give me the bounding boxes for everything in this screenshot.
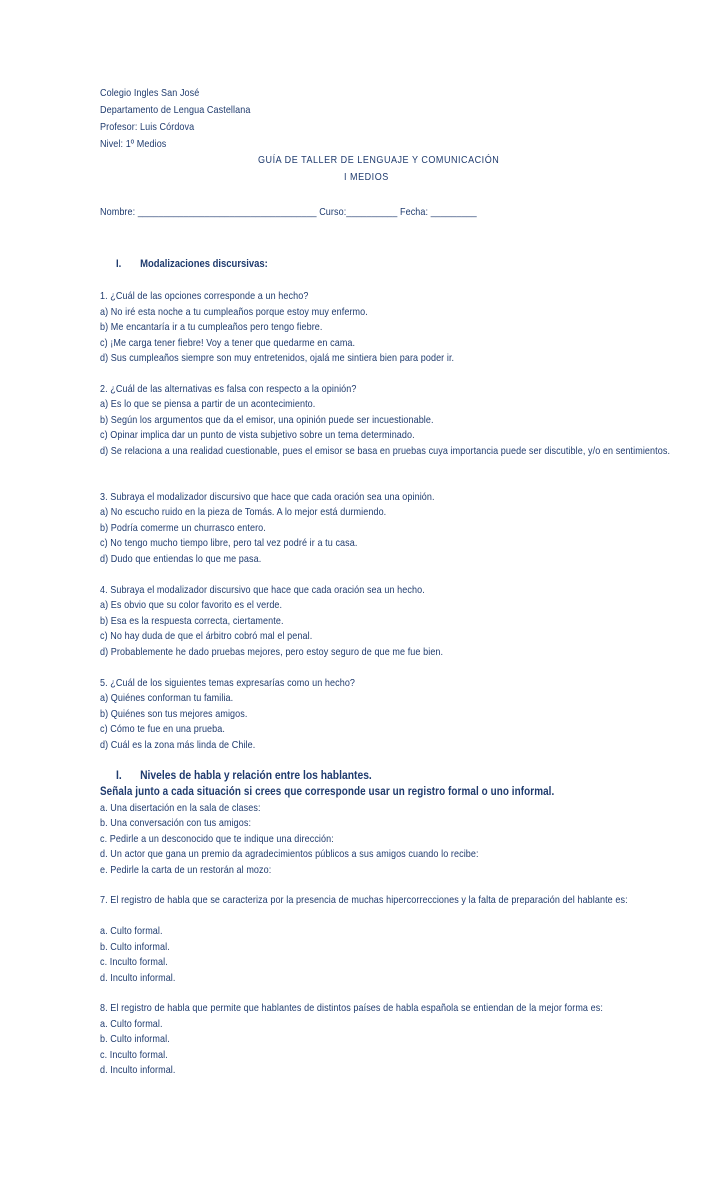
school-name: Colegio Ingles San José: [100, 87, 200, 99]
question-1-option-b: b) Me encantaría ir a tu cumpleaños pero tengo fiebre.: [100, 321, 323, 333]
document-subtitle: I MEDIOS: [344, 171, 389, 183]
question-4-prompt: 4. Subraya el modalizador discursivo que hace que cada oración sea un hecho.: [100, 584, 425, 596]
section2-title: Niveles de habla y relación entre los hablantes.: [140, 768, 372, 782]
question-3-option-a: a) No escucho ruido en la pieza de Tomás. A lo mejor está durmiendo.: [100, 506, 387, 518]
question-3-option-b: b) Podría comerme un churrasco entero.: [100, 522, 266, 534]
question-7-option-b: b. Culto informal.: [100, 941, 170, 953]
question-8-option-c: c. Inculto formal.: [100, 1049, 168, 1061]
question-3-option-c: c) No tengo mucho tiempo libre, pero tal vez podré ir a tu casa.: [100, 537, 358, 549]
teacher-name: Profesor: Luis Córdova: [100, 121, 195, 133]
question-1-option-d: d) Sus cumpleaños siempre son muy entretenidos, ojalá me sintiera bien para poder ir.: [100, 352, 455, 364]
question-8-option-d: d. Inculto informal.: [100, 1064, 176, 1076]
question-7-option-d: d. Inculto informal.: [100, 972, 176, 984]
situation-c: c. Pedirle a un desconocido que te indique una dirección:: [100, 833, 334, 845]
question-4-option-c: c) No hay duda de que el árbitro cobró mal el penal.: [100, 630, 313, 642]
question-2-option-d: d) Se relaciona a una realidad cuestionable, pues el emisor se basa en pruebas cuya importancia puede ser discutible, y/o en sentimientos.: [100, 445, 671, 457]
question-8-prompt: 8. El registro de habla que permite que hablantes de distintos países de habla española se entiendan de la mejor forma es:: [100, 1002, 603, 1014]
question-1-option-c: c) ¡Me carga tener fiebre! Voy a tener que quedarme en cama.: [100, 337, 356, 349]
question-8-option-b: b. Culto informal.: [100, 1033, 170, 1045]
department-name: Departamento de Lengua Castellana: [100, 104, 251, 116]
question-4-option-a: a) Es obvio que su color favorito es el verde.: [100, 599, 283, 611]
question-7-prompt: 7. El registro de habla que se caracteriza por la presencia de muchas hipercorrecciones y la falta de preparación del hablante es:: [100, 894, 628, 906]
section1-number: I.: [116, 258, 122, 270]
question-4-option-d: d) Probablemente he dado pruebas mejores, pero estoy seguro de que me fue bien.: [100, 646, 444, 658]
section2-number: I.: [116, 768, 122, 782]
question-7-option-c: c. Inculto formal.: [100, 956, 168, 968]
student-fields-line: Nombre: ___________________________________ Curso:__________ Fecha: _________: [100, 206, 477, 218]
question-3-prompt: 3. Subraya el modalizador discursivo que hace que cada oración sea una opinión.: [100, 491, 435, 503]
course-level: Nivel: 1º Medios: [100, 138, 167, 150]
question-2-prompt: 2. ¿Cuál de las alternativas es falsa con respecto a la opinión?: [100, 383, 357, 395]
question-1-prompt: 1. ¿Cuál de las opciones corresponde a un hecho?: [100, 290, 309, 302]
question-2-option-b: b) Según los argumentos que da el emisor, una opinión puede ser incuestionable.: [100, 414, 434, 426]
situation-b: b. Una conversación con tus amigos:: [100, 817, 252, 829]
question-5-option-d: d) Cuál es la zona más linda de Chile.: [100, 739, 256, 751]
question-2-option-a: a) Es lo que se piensa a partir de un acontecimiento.: [100, 398, 316, 410]
question-7-option-a: a. Culto formal.: [100, 925, 163, 937]
question-5-option-b: b) Quiénes son tus mejores amigos.: [100, 708, 248, 720]
situation-a: a. Una disertación en la sala de clases:: [100, 802, 261, 814]
question-8-option-a: a. Culto formal.: [100, 1018, 163, 1030]
question-1-option-a: a) No iré esta noche a tu cumpleaños porque estoy muy enfermo.: [100, 306, 368, 318]
question-5-option-c: c) Cómo te fue en una prueba.: [100, 723, 225, 735]
situation-e: e. Pedirle la carta de un restorán al mozo:: [100, 864, 272, 876]
situation-d: d. Un actor que gana un premio da agradecimientos públicos a sus amigos cuando lo recibe:: [100, 848, 479, 860]
section2-instruction: Señala junto a cada situación si crees que corresponde usar un registro formal o uno informal.: [100, 786, 555, 798]
question-4-option-b: b) Esa es la respuesta correcta, ciertamente.: [100, 615, 284, 627]
section1-heading: [116, 256, 268, 272]
question-2-option-c: c) Opinar implica dar un punto de vista subjetivo sobre un tema determinado.: [100, 429, 415, 441]
question-5-prompt: 5. ¿Cuál de los siguientes temas expresarías como un hecho?: [100, 677, 356, 689]
section1-title: Modalizaciones discursivas:: [140, 258, 268, 270]
document-title: GUÍA DE TALLER DE LENGUAJE Y COMUNICACIÓN: [258, 154, 500, 166]
question-3-option-d: d) Dudo que entiendas lo que me pasa.: [100, 553, 262, 565]
section2-heading: [116, 767, 372, 783]
question-5-option-a: a) Quiénes conforman tu familia.: [100, 692, 234, 704]
